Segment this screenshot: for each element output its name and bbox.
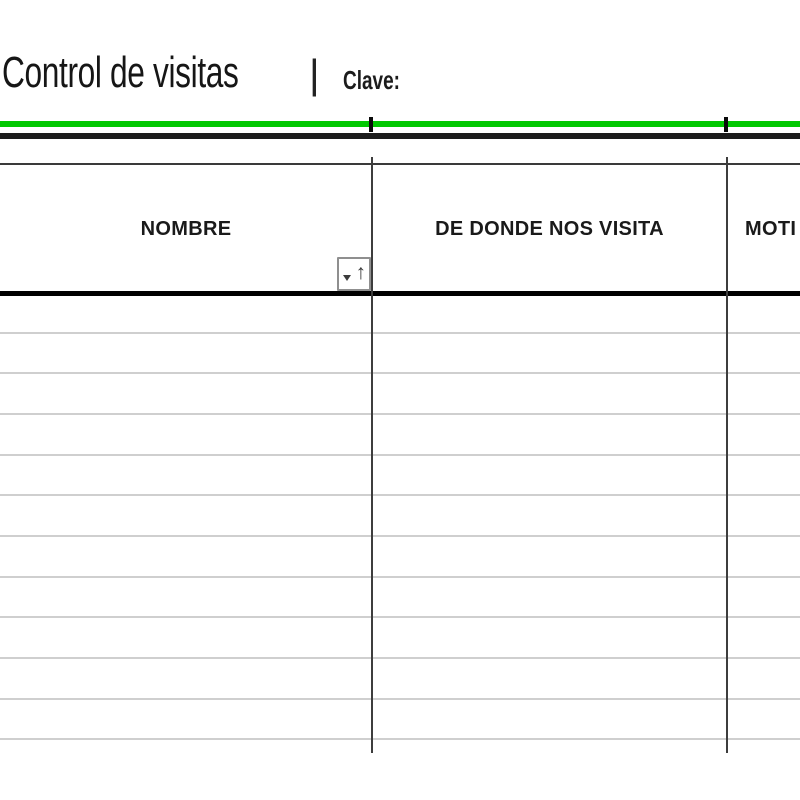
table-row[interactable]	[0, 659, 800, 700]
column-label: NOMBRE	[140, 218, 232, 240]
page-title: Control de visitas	[2, 48, 239, 97]
table-body	[0, 296, 800, 741]
title-separator: |	[309, 51, 320, 97]
sort-ascending-icon: ↑	[355, 261, 366, 284]
table-row[interactable]	[0, 537, 800, 578]
table-row[interactable]	[0, 700, 800, 741]
column-divider-tick	[369, 117, 373, 132]
column-header-nombre	[0, 165, 372, 291]
column-label: DE DONDE NOS VISITA	[435, 218, 664, 240]
table-row[interactable]	[0, 578, 800, 619]
column-header-motivo	[727, 165, 800, 291]
column-divider-tick	[724, 117, 728, 132]
table-row[interactable]	[0, 334, 800, 375]
filter-dropdown-icon	[343, 275, 351, 281]
table-row[interactable]	[0, 296, 800, 334]
table-row[interactable]	[0, 374, 800, 415]
accent-bar-green	[0, 121, 800, 127]
table-row[interactable]	[0, 456, 800, 497]
table-row[interactable]	[0, 415, 800, 456]
column-divider	[371, 157, 374, 753]
table-row[interactable]	[0, 496, 800, 537]
table-header-row	[0, 165, 800, 291]
filter-sort-button-nombre[interactable]	[337, 257, 371, 291]
column-header-de-donde-nos-visita	[372, 165, 727, 291]
table-row[interactable]	[0, 618, 800, 659]
accent-bar-black	[0, 133, 800, 139]
column-divider	[726, 157, 729, 753]
clave-label: Clave:	[343, 65, 400, 95]
column-label: MOTI	[745, 218, 797, 240]
